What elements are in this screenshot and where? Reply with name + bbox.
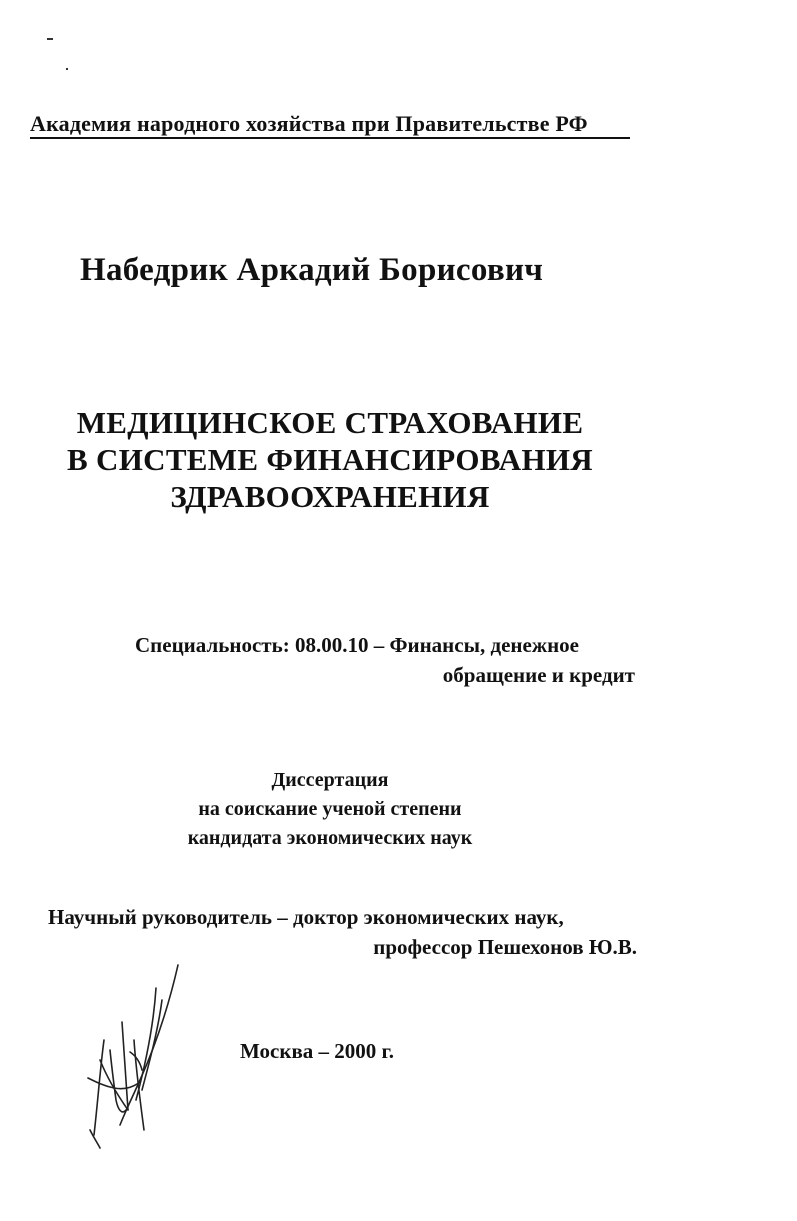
dissertation-title <box>40 404 620 515</box>
degree-line: на соискание ученой степени <box>198 798 462 820</box>
supervisor-block <box>48 902 640 962</box>
author-name: Набедрик Аркадий Борисович <box>80 252 544 288</box>
institution-name: Академия народного хозяйства при Правительстве РФ <box>30 111 630 139</box>
specialty-line: обращение и кредит <box>442 663 635 687</box>
scan-speck <box>66 68 68 70</box>
degree-line: Диссертация <box>271 769 389 791</box>
title-line: В СИСТЕМЕ ФИНАНСИРОВАНИЯ <box>67 442 593 477</box>
supervisor-line: Научный руководитель – доктор экономических наук, <box>48 905 564 929</box>
supervisor-line: профессор Пешехонов Ю.В. <box>373 935 637 959</box>
degree-statement <box>120 766 540 853</box>
scan-speck <box>47 38 53 40</box>
signature-icon <box>70 960 190 1160</box>
title-line: МЕДИЦИНСКОЕ СТРАХОВАНИЕ <box>76 405 584 440</box>
title-line: ЗДРАВООХРАНЕНИЯ <box>170 479 490 514</box>
specialty-block <box>135 630 635 690</box>
degree-line: кандидата экономических наук <box>187 827 473 849</box>
specialty-line: Специальность: 08.00.10 – Финансы, денежное <box>135 633 580 657</box>
city-year: Москва – 2000 г. <box>240 1039 394 1063</box>
